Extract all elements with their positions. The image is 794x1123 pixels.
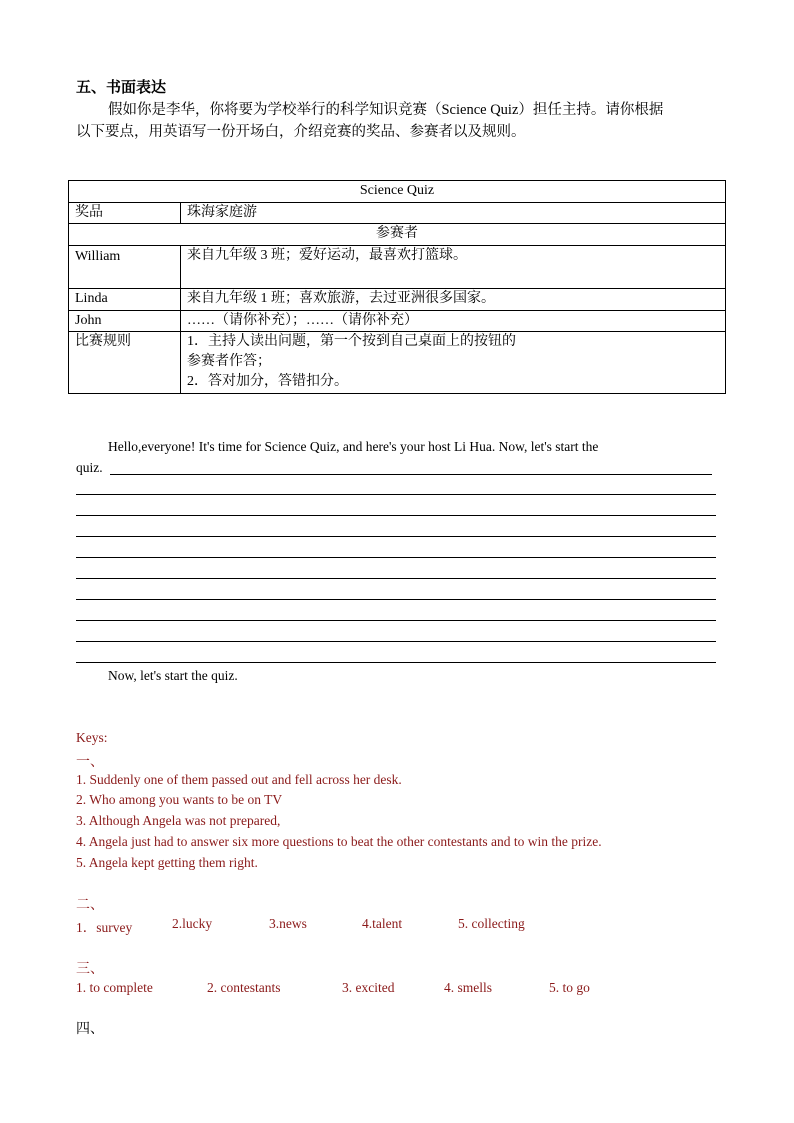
quiz-info-table — [68, 180, 726, 394]
participant-desc: 来自九年级 1 班；喜欢旅游，去过亚洲很多国家。 — [181, 289, 726, 311]
answer-item: 3.news — [269, 916, 307, 931]
instructions-line-1: 假如你是李华，你将要为学校举行的科学知识竞赛（Science Quiz）担任主持。请你根据 — [108, 102, 664, 118]
prize-value: 珠海家庭游 — [181, 203, 726, 224]
answer-line — [76, 494, 716, 495]
rules-content — [181, 332, 726, 394]
participant-name: John — [69, 311, 181, 332]
answer-item: 4. smells — [444, 980, 493, 995]
part3-answers — [76, 980, 590, 996]
prize-label: 奖品 — [69, 203, 181, 224]
rules-line: 参赛者作答； — [187, 354, 271, 369]
answer-item: 5. collecting — [458, 916, 525, 931]
answer-line — [76, 536, 716, 537]
part2-title: 二、 — [76, 898, 104, 913]
part3-title: 三、 — [76, 962, 104, 977]
key-sentence: 1. Suddenly one of them passed out and fell across her desk. — [76, 772, 402, 787]
writing-opening-continuation: quiz. — [76, 460, 103, 475]
answer-line — [76, 662, 716, 663]
participant-name: Linda — [69, 289, 181, 311]
rules-line: 1．主持人读出问题，第一个按到自己桌面上的按钮的 — [187, 334, 516, 349]
section-title: 五、书面表达 — [76, 80, 167, 96]
answer-item: 4.talent — [362, 916, 403, 931]
participant-name: William — [69, 246, 181, 289]
answer-item: 1. to complete — [76, 980, 153, 995]
answer-line — [76, 620, 716, 621]
answer-line — [76, 641, 716, 642]
rules-line: 2．答对加分，答错扣分。 — [187, 374, 348, 389]
answer-item: 1．survey — [76, 920, 133, 935]
participant-desc: 来自九年级 3 班；爱好运动，最喜欢打篮球。 — [181, 246, 726, 289]
answer-line — [76, 557, 716, 558]
key-sentence: 5. Angela kept getting them right. — [76, 855, 258, 870]
participants-header: 参赛者 — [69, 224, 726, 246]
answer-line — [110, 474, 712, 475]
writing-closing: Now, let's start the quiz. — [108, 668, 238, 683]
instructions-line-2: 以下要点，用英语写一份开场白，介绍竞赛的奖品、参赛者以及规则。 — [76, 124, 526, 140]
rules-label: 比赛规则 — [69, 332, 181, 394]
answer-item: 3. excited — [342, 980, 395, 995]
writing-opening: Hello,everyone! It's time for Science Quiz, and here's your host Li Hua. Now, let's start the — [108, 439, 599, 454]
answer-line — [76, 515, 716, 516]
answer-line — [76, 599, 716, 600]
answer-item: 2. contestants — [207, 980, 281, 995]
answer-item: 2.lucky — [172, 916, 213, 931]
part2-answers — [76, 916, 525, 936]
part4-title: 四、 — [76, 1022, 104, 1037]
keys-label: Keys: — [76, 730, 108, 745]
answer-line — [76, 578, 716, 579]
key-sentence: 3. Although Angela was not prepared, — [76, 813, 281, 828]
key-sentence: 4. Angela just had to answer six more questions to beat the other contestants and to win the prize. — [76, 834, 602, 849]
participant-desc: ……（请你补充）；……（请你补充） — [181, 311, 726, 332]
part1-title: 一、 — [76, 755, 104, 770]
answer-item: 5. to go — [549, 980, 590, 995]
key-sentence: 2. Who among you wants to be on TV — [76, 792, 283, 807]
table-title: Science Quiz — [69, 181, 726, 203]
